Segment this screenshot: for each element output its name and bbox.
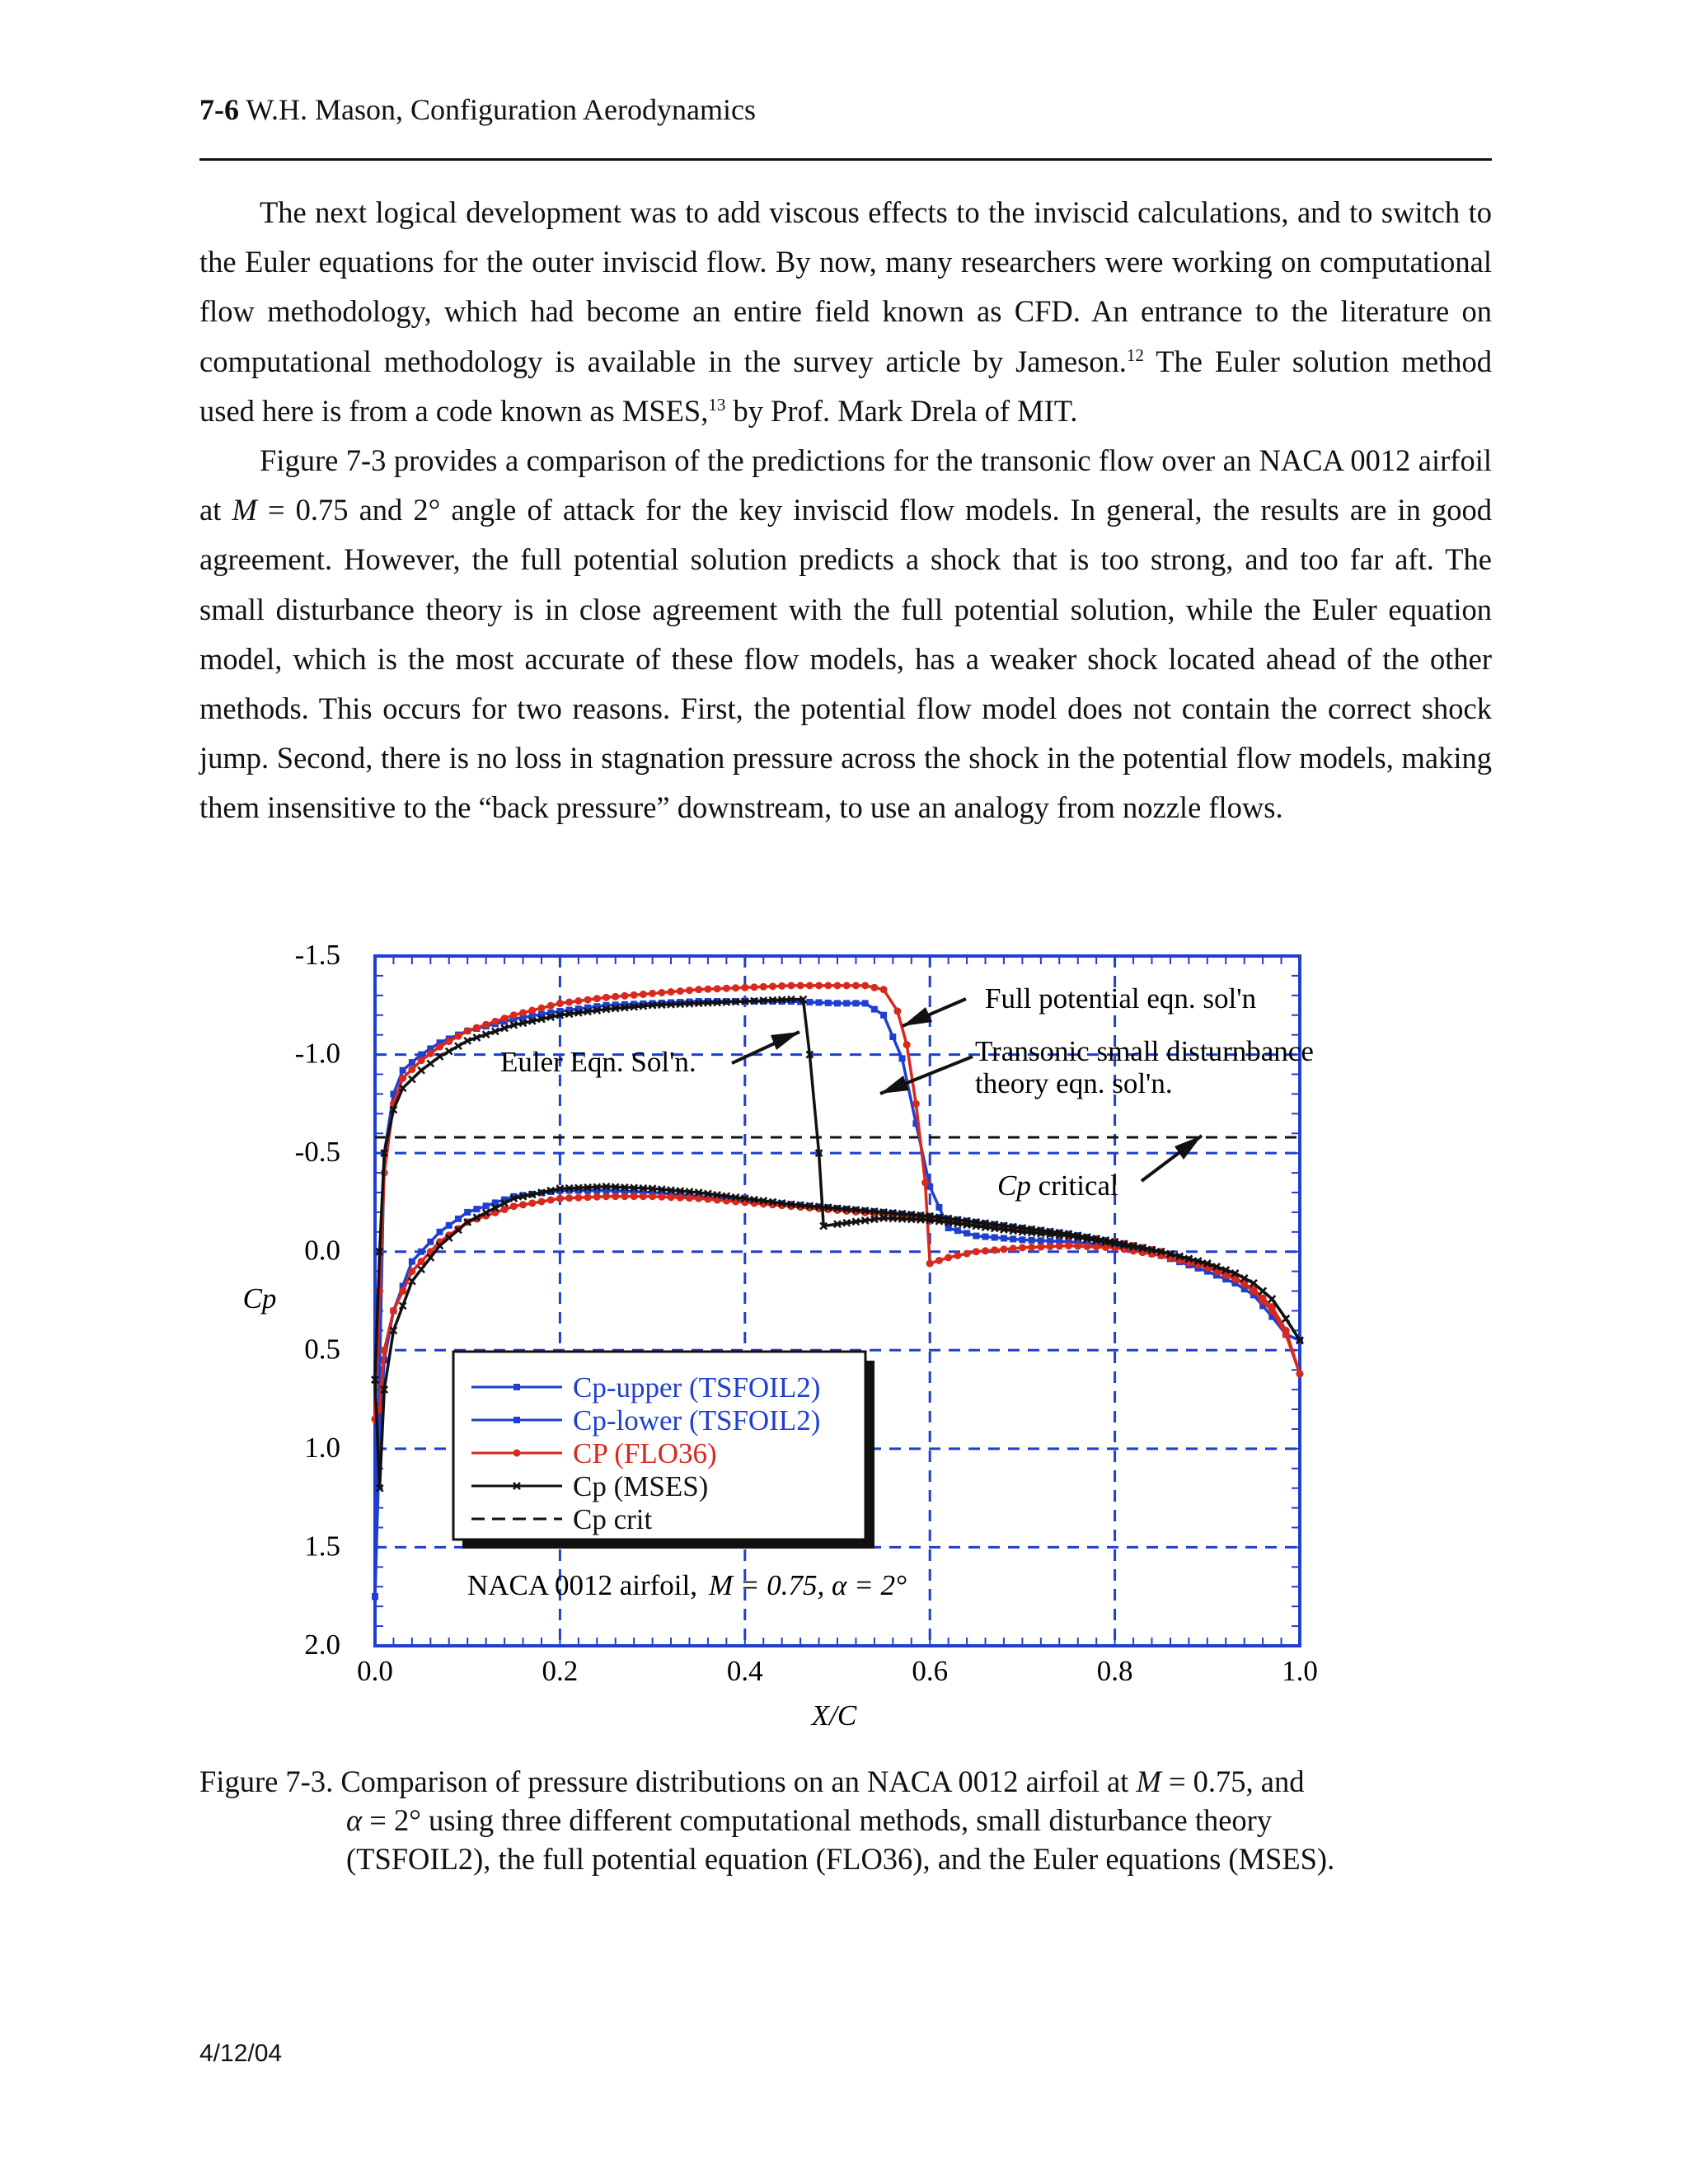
series-point-2	[778, 982, 785, 990]
series-point-3	[621, 1193, 628, 1200]
series-point-2	[1047, 1243, 1054, 1250]
y-axis-label: Cp	[242, 1282, 277, 1315]
x-tick-label-0: 0.0	[357, 1655, 393, 1687]
series-point-3	[574, 1194, 582, 1202]
series-point-1	[372, 1593, 378, 1600]
series-point-2	[686, 987, 693, 994]
series-point-0	[825, 1000, 832, 1006]
series-point-2	[445, 1038, 452, 1045]
ref-13: 13	[708, 394, 726, 415]
series-point-3	[390, 1307, 397, 1315]
legend-marker-1	[513, 1417, 520, 1423]
cp-critical-symbol: Cp	[997, 1169, 1031, 1202]
series-point-3	[631, 1193, 638, 1200]
p1-text-3: by Prof. Mark Drela of MIT.	[725, 393, 1078, 428]
series-point-3	[593, 1193, 601, 1201]
series-point-2	[903, 1041, 911, 1048]
annotation-full-potential: Full potential eqn. sol'n	[985, 982, 1257, 1015]
figure-caption	[199, 1762, 1518, 1878]
series-point-1	[473, 1206, 480, 1212]
series-point-2	[574, 997, 582, 1005]
series-point-2	[732, 984, 739, 991]
series-point-1	[464, 1209, 471, 1216]
series-point-3	[658, 1193, 665, 1201]
series-point-0	[834, 1000, 841, 1006]
series-point-2	[473, 1024, 481, 1032]
annotation-tsd-line1: Transonic small disturnbance	[975, 1035, 1314, 1067]
series-point-2	[491, 1018, 499, 1025]
p2-text-2: = 0.75 and 2° angle of attack for the key inviscid flow models. In general, the results are in good agreement. However, the full potential solution predicts a shock that is too strong, and too far aft. The small disturbance theory is in close agreement with the full potential solution, while the Euler equation model, which is the most accurate of these flow models, has a weaker shock located ahead of the other methods. This occurs for two reasons. First, the potential flow model does not contain the correct shock jump. Second, there is no loss in stagnation pressure across the shock in the potential flow models, making them insensitive to the “back pressure” downstream, to use an analogy from nozzle flows.	[199, 493, 1492, 825]
legend-label-1: Cp-lower (TSFOIL2)	[573, 1404, 821, 1436]
series-point-2	[935, 1257, 943, 1264]
x-tick-label-5: 1.0	[1282, 1655, 1318, 1687]
series-point-3	[519, 1201, 527, 1208]
legend-marker-2	[513, 1450, 521, 1457]
series-point-2	[1056, 1243, 1063, 1250]
footer-date: 4/12/04	[199, 2040, 283, 2067]
series-point-3	[668, 1193, 675, 1201]
series-point-3	[1282, 1331, 1290, 1338]
x-tick-label-1: 0.2	[542, 1655, 579, 1687]
series-point-3	[399, 1287, 406, 1295]
series-point-3	[565, 1194, 573, 1202]
x-tick-label-3: 0.6	[912, 1655, 949, 1687]
series-point-0	[1019, 1236, 1025, 1243]
series-point-3	[612, 1193, 619, 1200]
series-point-3	[1296, 1370, 1304, 1377]
series-point-2	[1037, 1243, 1044, 1250]
series-point-2	[787, 982, 795, 989]
series-point-2	[723, 985, 730, 992]
series-point-3	[603, 1193, 610, 1200]
series-point-2	[482, 1021, 490, 1029]
series-point-2	[519, 1009, 527, 1016]
series-point-2	[834, 982, 842, 989]
series-point-2	[880, 986, 888, 993]
series-point-3	[408, 1268, 415, 1275]
airfoil-name: NACA 0012 airfoil,	[467, 1569, 698, 1601]
x-tick-labels	[357, 1655, 1318, 1687]
series-point-3	[510, 1202, 518, 1210]
series-point-1	[483, 1202, 490, 1209]
series-point-1	[437, 1229, 443, 1235]
series-point-2	[436, 1043, 443, 1051]
legend-marker-0	[513, 1384, 520, 1390]
series-point-0	[992, 1234, 998, 1240]
airfoil-label	[467, 1569, 907, 1601]
series-point-2	[658, 989, 665, 996]
series-point-0	[806, 999, 813, 1005]
series-point-0	[871, 1006, 878, 1013]
legend-label-3: Cp (MSES)	[573, 1470, 709, 1502]
p1-text-1: The next logical development was to add viscous effects to the inviscid calculations, and to switch to the Euler equations for the outer inviscid flow. By now, many researchers were working on computational flow methodology, which had become an entire field known as CFD. An entrance to the literature on computational methodology is available in the survey article by Jameson.	[199, 195, 1492, 378]
series-point-2	[861, 982, 869, 989]
series-point-2	[464, 1027, 471, 1034]
series-point-2	[695, 986, 702, 993]
series-point-2	[399, 1075, 406, 1082]
series-point-2	[537, 1005, 545, 1012]
y-tick-label-5: 1.0	[304, 1431, 340, 1464]
caption-line-3: (TSFOIL2), the full potential equation (FLO36), and the Euler equations (MSES).	[346, 1842, 1335, 1876]
series-point-0	[400, 1067, 406, 1074]
series-point-2	[991, 1246, 998, 1254]
series-point-2	[964, 1250, 971, 1258]
caption-alpha: α	[346, 1803, 363, 1837]
y-tick-label-7: 2.0	[304, 1629, 340, 1661]
y-tick-label-6: 1.5	[304, 1530, 340, 1563]
p1-text-2: The Euler solution method used here is from a code known as MSES,	[199, 344, 1492, 428]
caption-line1-a: Figure 7-3. Comparison of pressure distributions on an NACA 0012 airfoil at	[199, 1765, 1137, 1798]
series-point-2	[631, 991, 638, 999]
series-point-1	[446, 1222, 452, 1229]
series-point-2	[954, 1252, 961, 1259]
series-point-1	[427, 1239, 434, 1245]
series-point-2	[547, 1002, 555, 1010]
series-point-2	[565, 998, 573, 1005]
x-tick-label-2: 0.4	[726, 1655, 763, 1687]
y-tick-labels	[295, 939, 340, 1661]
x-tick-label-4: 0.8	[1096, 1655, 1133, 1687]
series-point-3	[381, 1347, 388, 1354]
series-point-2	[1000, 1245, 1007, 1253]
series-point-2	[704, 986, 711, 993]
airfoil-conditions: M = 0.75, α = 2°	[709, 1569, 907, 1601]
series-point-2	[1065, 1242, 1072, 1249]
series-point-2	[1083, 1243, 1090, 1250]
series-point-2	[427, 1050, 434, 1057]
series-point-2	[418, 1057, 425, 1064]
series-point-2	[797, 982, 804, 989]
annotation-cp-critical	[997, 1169, 1118, 1202]
caption-line1-b: = 0.75, and	[1160, 1765, 1305, 1798]
series-point-3	[677, 1194, 684, 1202]
series-point-2	[501, 1015, 509, 1022]
x-axis-label: X/C	[811, 1699, 857, 1732]
series-point-2	[824, 982, 832, 989]
series-point-3	[547, 1197, 555, 1204]
series-point-2	[852, 982, 860, 989]
series-point-2	[1074, 1243, 1081, 1250]
series-point-3	[640, 1193, 647, 1200]
annotation-euler: Euler Eqn. Sol'n.	[500, 1046, 696, 1078]
series-point-3	[556, 1195, 564, 1202]
series-point-0	[852, 1000, 859, 1006]
series-point-2	[870, 984, 878, 991]
y-tick-label-4: 0.5	[304, 1333, 340, 1366]
cp-critical-word: critical	[1030, 1169, 1118, 1202]
series-point-3	[584, 1193, 592, 1201]
series-point-3	[649, 1193, 656, 1200]
series-point-2	[751, 983, 758, 991]
series-point-2	[593, 995, 601, 1002]
series-point-2	[973, 1248, 980, 1255]
y-tick-label-1: -1.0	[294, 1037, 340, 1070]
y-tick-label-2: -0.5	[294, 1136, 340, 1169]
series-point-2	[556, 1000, 564, 1007]
p2-text-1: Figure 7-3 provides a comparison of the predictions for the transonic flow over an NACA 0012 airfoil at	[199, 443, 1492, 527]
series-point-2	[649, 990, 656, 997]
series-point-0	[889, 1033, 896, 1040]
series-point-3	[537, 1197, 545, 1205]
series-point-3	[1268, 1307, 1276, 1315]
series-point-3	[1250, 1287, 1257, 1295]
series-point-2	[640, 991, 647, 998]
series-point-2	[843, 982, 851, 989]
page-number: 7-6	[199, 93, 239, 126]
series-point-2	[528, 1007, 536, 1015]
series-point-1	[409, 1258, 415, 1265]
legend-label-0: Cp-upper (TSFOIL2)	[573, 1371, 821, 1404]
series-point-0	[973, 1233, 979, 1240]
series-point-2	[1028, 1244, 1035, 1251]
series-point-0	[880, 1012, 887, 1019]
series-point-0	[1038, 1237, 1044, 1244]
series-point-2	[1010, 1244, 1017, 1252]
y-tick-label-0: -1.5	[294, 939, 340, 971]
annotation-tsd-line2: theory eqn. sol'n.	[975, 1067, 1173, 1099]
series-point-2	[893, 1007, 901, 1015]
series-point-2	[612, 993, 619, 1001]
series-point-3	[528, 1199, 536, 1207]
series-point-2	[603, 994, 610, 1001]
series-point-0	[982, 1234, 989, 1240]
series-point-2	[921, 1179, 929, 1187]
series-point-1	[455, 1216, 462, 1222]
series-point-0	[409, 1059, 415, 1066]
series-point-2	[760, 983, 767, 991]
series-point-2	[806, 982, 814, 989]
series-point-0	[935, 1204, 942, 1211]
series-point-0	[1001, 1235, 1007, 1241]
caption-line2-rest: = 2° using three different computational methods, small disturbance theory	[362, 1803, 1273, 1837]
series-point-2	[408, 1066, 415, 1073]
ref-12: 12	[1126, 344, 1144, 365]
series-point-2	[815, 982, 823, 989]
series-point-2	[510, 1011, 518, 1019]
series-point-0	[843, 1000, 850, 1006]
legend-label-4: Cp crit	[573, 1503, 653, 1535]
series-point-2	[677, 987, 684, 995]
series-point-2	[714, 985, 721, 992]
series-point-3	[1259, 1297, 1267, 1305]
series-point-1	[418, 1249, 424, 1255]
caption-line-2	[199, 1801, 1518, 1840]
series-point-2	[584, 996, 592, 1004]
series-point-2	[741, 984, 748, 991]
series-point-2	[769, 982, 776, 990]
series-point-0	[862, 1000, 869, 1006]
series-point-2	[668, 988, 675, 996]
series-point-2	[1019, 1244, 1026, 1251]
y-tick-label-3: 0.0	[304, 1234, 340, 1267]
mach-symbol: M	[232, 493, 257, 527]
series-point-2	[621, 992, 628, 1000]
series-point-2	[982, 1247, 989, 1254]
series-point-0	[1029, 1237, 1035, 1244]
series-point-2	[926, 1260, 934, 1268]
running-title: W.H. Mason, Configuration Aerodynamics	[246, 93, 756, 126]
series-point-2	[912, 1100, 920, 1108]
series-point-0	[816, 999, 823, 1005]
series-point-2	[945, 1254, 952, 1261]
series-point-0	[954, 1227, 961, 1234]
series-point-2	[454, 1033, 462, 1040]
legend-label-2: CP (FLO36)	[573, 1437, 717, 1469]
series-point-0	[964, 1230, 970, 1236]
series-point-0	[1010, 1235, 1016, 1242]
series-point-0	[899, 1055, 906, 1062]
caption-mach: M	[1136, 1765, 1161, 1798]
